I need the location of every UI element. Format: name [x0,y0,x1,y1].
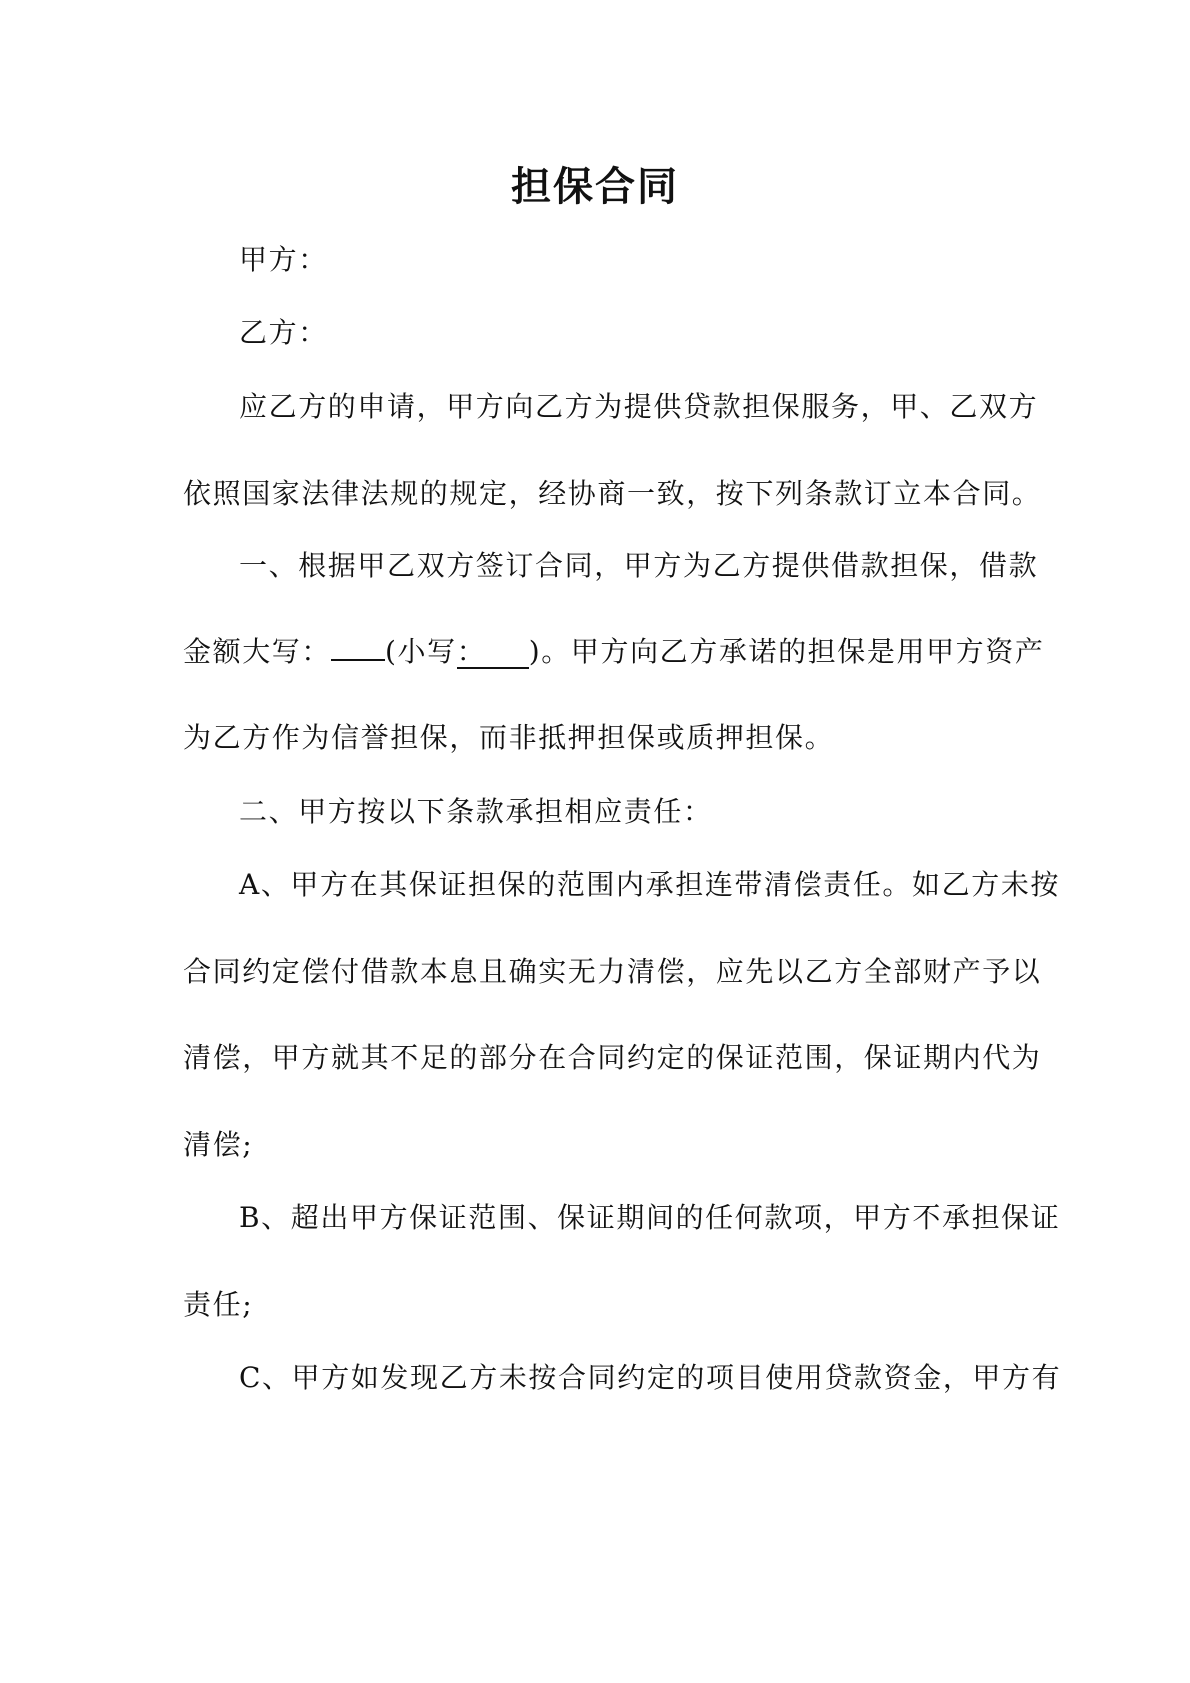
amount-figures-colon: ： [456,635,487,668]
amount-figures-label: (小写 [385,635,457,668]
clause-2a-line-1: A、甲方在其保证担保的范围内承担连带清偿责任。如乙方未按 [239,868,1061,901]
clause-2a-line-3: 清偿，甲方就其不足的部分在合同约定的保证范围，保证期内代为 [183,1041,1042,1074]
clause-1-line-1: 一、根据甲乙双方签订合同，甲方为乙方提供借款担保，借款 [239,549,1039,582]
party-a-label: 甲方： [239,243,328,276]
clause-1-line-3: 为乙方作为信誉担保，而非抵押担保或质押担保。 [183,721,835,754]
clause-2b-line-2: 责任; [183,1288,254,1321]
preamble-line-2: 依照国家法律法规的规定，经协商一致，按下列条款订立本合同。 [183,477,1042,510]
amount-words-label: 金额大写： [183,635,332,668]
amount-figures-blank [457,637,529,669]
amount-words-blank [331,659,385,661]
clause-2-heading: 二、甲方按以下条款承担相应责任： [239,795,713,828]
clause-1-line-2-suffix: )。甲方向乙方承诺的担保是用甲方资产 [528,635,1045,668]
document-title: 担保合同 [511,163,679,210]
preamble-line-1: 应乙方的申请，甲方向乙方为提供贷款担保服务，甲、乙双方 [239,390,1039,423]
clause-2a-line-2: 合同约定偿付借款本息且确实无力清偿，应先以乙方全部财产予以 [183,955,1042,988]
clause-1-line-2 [183,632,1045,672]
party-b-label: 乙方： [239,316,328,349]
clause-2b-line-1: B、超出甲方保证范围、保证期间的任何款项，甲方不承担保证 [239,1201,1061,1234]
clause-2c-line-1: C、甲方如发现乙方未按合同约定的项目使用贷款资金，甲方有 [239,1361,1062,1394]
clause-2a-line-4: 清偿; [183,1128,254,1161]
